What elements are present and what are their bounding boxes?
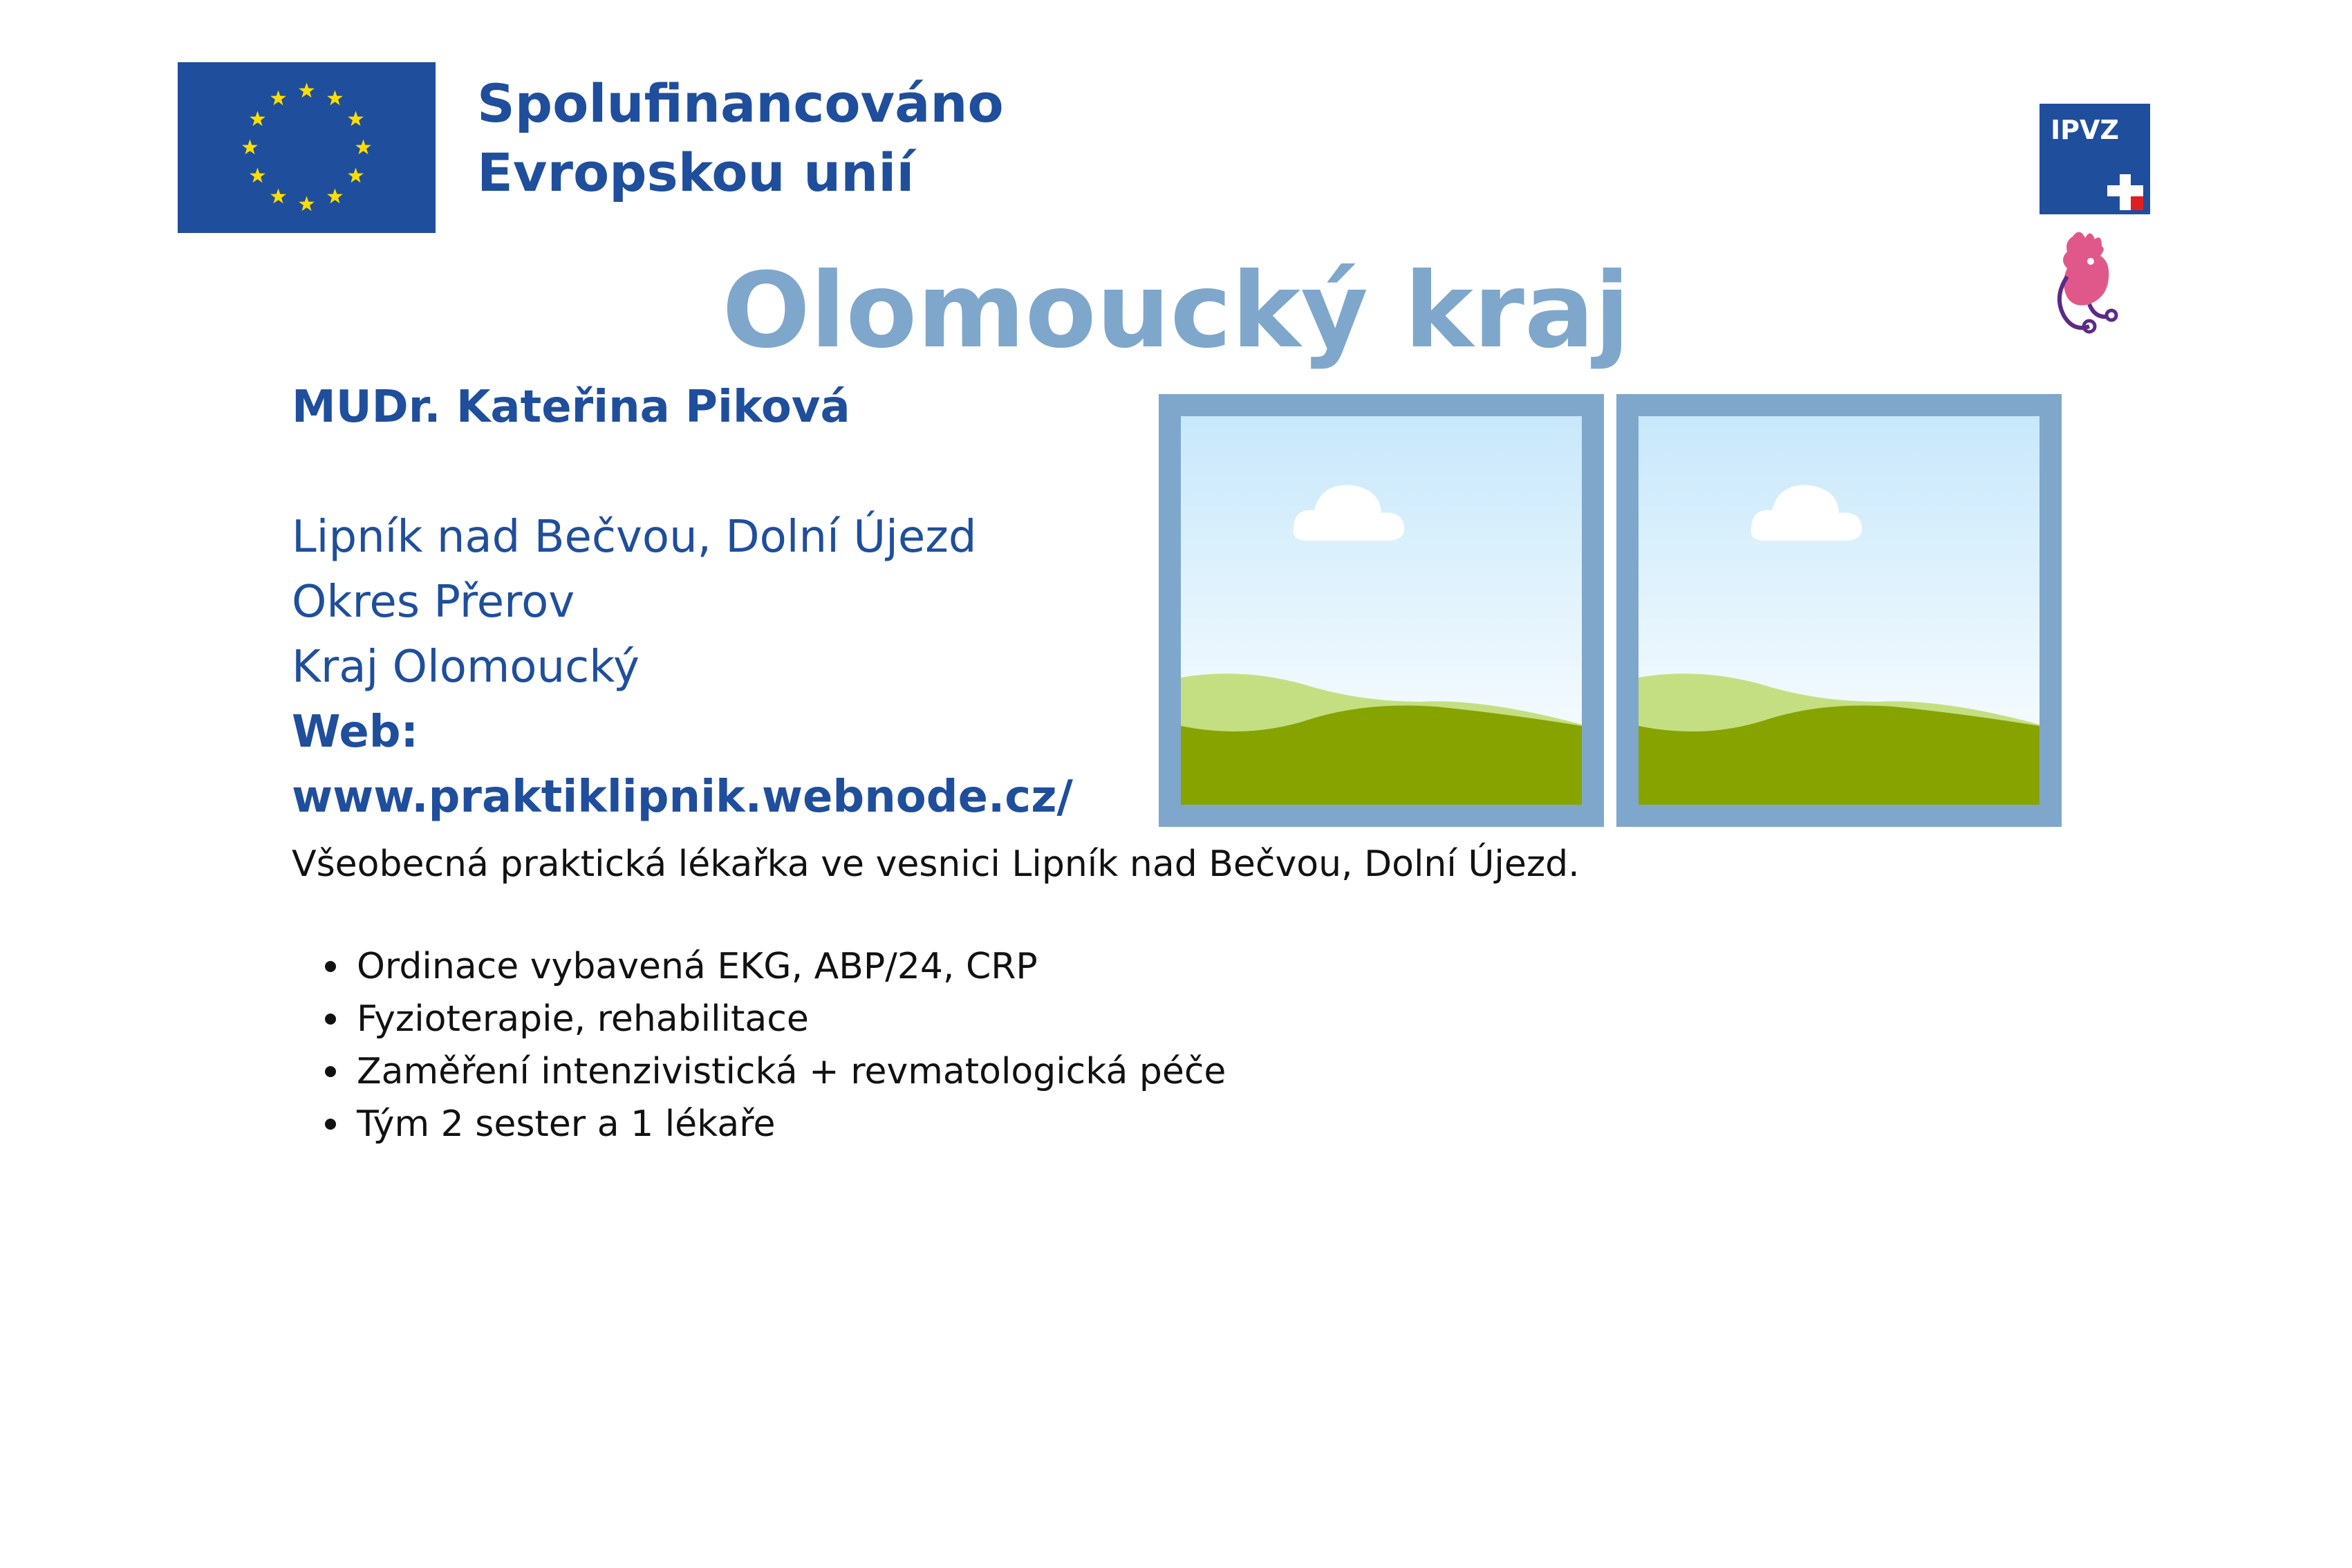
location-line: Lipník nad Bečvou, Dolní Újezd — [292, 512, 977, 563]
image-placeholder-icon — [1616, 394, 2062, 827]
list-item-text: Zaměření intenzivistická + revmatologická péče — [357, 1051, 1226, 1092]
bullet-icon — [325, 1066, 336, 1077]
image-placeholder-icon — [1159, 394, 1604, 827]
bullet-icon — [325, 961, 336, 972]
eu-flag-icon — [178, 62, 436, 233]
features-list — [292, 940, 1226, 1150]
doctor-name: MUDr. Kateřina Piková — [292, 382, 850, 433]
list-item-text: Tým 2 sester a 1 lékaře — [357, 1103, 776, 1145]
list-item — [292, 1045, 1226, 1098]
region-line: Kraj Olomoucký — [292, 642, 640, 693]
list-item-text: Fyzioterapie, rehabilitace — [357, 998, 809, 1040]
web-label: Web: — [292, 707, 419, 758]
page-title: Olomoucký kraj — [722, 251, 1630, 371]
district-line: Okres Přerov — [292, 577, 575, 628]
description-text: Všeobecná praktická lékařka ve vesnici Lipník nad Bečvou, Dolní Újezd. — [292, 843, 1580, 885]
list-item-text: Ordinace vybavená EKG, ABP/24, CRP — [357, 946, 1038, 987]
ipvz-logo — [2040, 104, 2150, 214]
web-link[interactable]: www.praktiklipnik.webnode.cz/ — [292, 772, 1073, 823]
list-item — [292, 993, 1226, 1045]
bullet-icon — [325, 1119, 336, 1130]
eu-line-2: Evropskou unií — [477, 142, 915, 203]
plus-cross-icon — [2106, 170, 2150, 214]
list-item — [292, 940, 1226, 993]
eu-cofinanced-text — [477, 69, 1004, 207]
list-item — [292, 1098, 1226, 1150]
bullet-icon — [325, 1014, 336, 1025]
eu-line-1: Spolufinancováno — [477, 73, 1004, 134]
ipvz-label: IPVZ — [2051, 115, 2119, 145]
